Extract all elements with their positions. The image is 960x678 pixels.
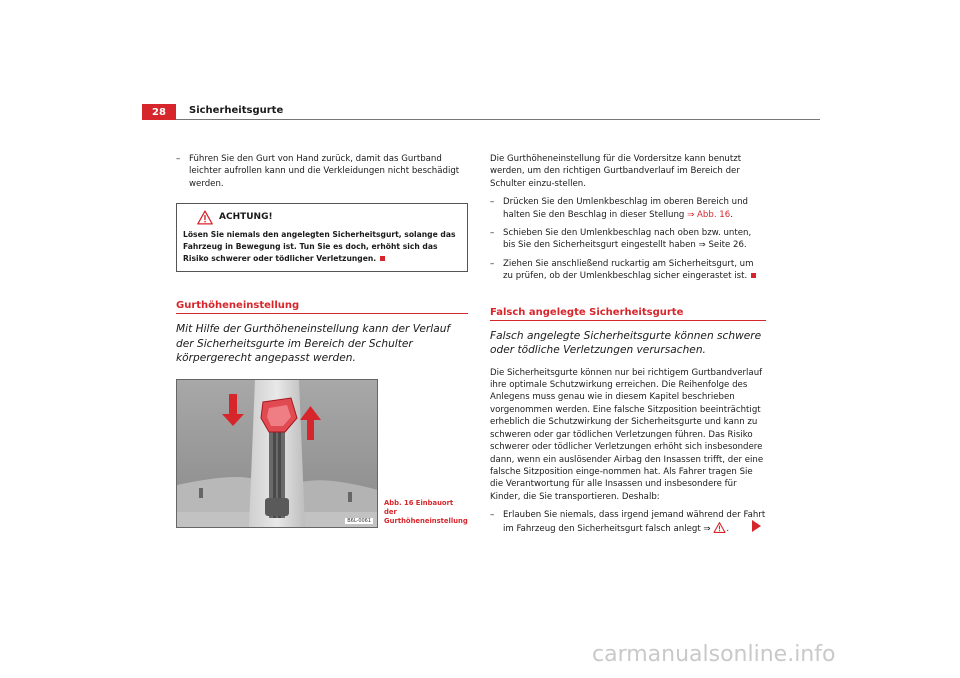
dash-bullet: –: [490, 197, 495, 208]
list-item-body: Ziehen Sie anschließend ruckartig am Sicherheitsgurt, um zu prüfen, ob der Umlenkbeschlag sicher eingerastet ist.: [503, 258, 754, 282]
list-item-body: Drücken Sie den Umlenkbeschlag im oberen Bereich und halten Sie den Beschlag in dieser Stellung: [503, 197, 748, 220]
list-item-end: .: [726, 523, 730, 534]
list-item: [490, 258, 766, 283]
page-header-title: Sicherheitsgurte: [189, 105, 284, 116]
dash-bullet: –: [490, 228, 495, 239]
list-item-text: [503, 509, 766, 535]
list-item: [176, 153, 468, 190]
belt-adjuster-illustration: [177, 380, 378, 527]
list-item-text: [503, 258, 766, 283]
warning-header: [197, 208, 461, 226]
list-item: [490, 227, 766, 252]
page-number: 28: [142, 104, 176, 120]
list-item: [490, 509, 766, 535]
figure-belt-height-adjuster: [176, 379, 378, 528]
paragraph: Die Sicherheitsgurte können nur bei richtigem Gurtbandverlauf ihre optimale Schutzwirkung erreichen. Die Reihenfolge des Anlegens muss genau wie in diesem Kapitel beschrieben vorgenommen werden. Eine falsche Sitzposition beeinträchtigt erheblich die Schutzwirkung der Sicherheitsgurte und kann zu schweren oder gar tödlichen Verletzungen führen. Das Risiko schwerer oder tödlicher Verletzungen erhöht sich insbesondere dann, wenn ein auslösender Airbag den Insassen trifft, der eine falsche Sitzposition einge-nommen hat. Als Fahrer tragen Sie die Verantwortung für alle Insassen und insbesondere für Kinder, die Sie transportieren. Deshalb:: [490, 367, 764, 502]
figure-caption: [384, 499, 468, 526]
figure-reference-arrow: ⇒: [687, 209, 695, 220]
dash-bullet: –: [490, 510, 495, 521]
warning-text: [183, 229, 461, 265]
warning-title: ACHTUNG!: [219, 212, 273, 223]
paragraph: Die Gurthöheneinstellung für die Vordersitze kann benutzt werden, um den richtigen Gurtbandverlauf im Bereich der Schulter einzu-stellen.: [490, 154, 742, 189]
figure-caption-line-2: Gurthöheneinstellung: [384, 516, 468, 525]
list-item-body: Erlauben Sie niemals, dass irgend jemand während der Fahrt im Fahrzeug den Sicherheitsgurt falsch anlegt ⇒: [503, 510, 766, 534]
section-title-falsch-angelegte-gurte: Falsch angelegte Sicherheitsgurte: [490, 307, 766, 321]
list-item-end: .: [730, 209, 733, 220]
figure-row: [176, 379, 468, 528]
list-item: [490, 196, 766, 221]
figure-reference-link[interactable]: Abb. 16: [697, 209, 731, 220]
list-item-text: Führen Sie den Gurt von Hand zurück, damit das Gurtband leichter aufrollen kann und die Verkleidungen nicht beschädigt werden.: [189, 154, 460, 189]
list-item-text: [503, 196, 766, 221]
warning-triangle-icon: [197, 210, 213, 225]
figure-code: B6L-0061: [347, 517, 372, 524]
right-column: [490, 153, 766, 541]
warning-body: Lösen Sie niemals den angelegten Sicherheitsgurt, solange das Fahrzeug in Bewegung ist. Tun Sie es doch, erhöht sich das Risiko schwerer oder tödlicher Verletzungen.: [183, 230, 456, 264]
end-of-section-mark: [751, 273, 756, 278]
header-rule: [176, 119, 820, 120]
dash-bullet: –: [176, 154, 181, 164]
warning-triangle-icon: [713, 522, 726, 533]
section-intro: Falsch angelegte Sicherheitsgurte können schwere oder tödliche Verletzungen verursachen.: [490, 329, 762, 357]
list-item-text: Schieben Sie den Umlenkbeschlag nach oben bzw. unten, bis Sie den Sicherheitsgurt eingestellt haben ⇒ Seite 26.: [503, 228, 752, 251]
dash-bullet: –: [490, 258, 495, 269]
next-page-arrow-icon[interactable]: [752, 520, 761, 532]
warning-box: [176, 203, 468, 272]
section-intro: Mit Hilfe der Gurthöheneinstellung kann der Verlauf der Sicherheitsgurte im Bereich der Schulter körpergerecht angepasst werden.: [176, 323, 451, 365]
end-of-section-mark: [380, 256, 385, 261]
left-column: [176, 153, 468, 528]
watermark: carmanualsonline.info: [592, 642, 836, 667]
figure-caption-line-1: Abb. 16 Einbauort der: [384, 498, 454, 516]
section-title-gurthoeheneinstellung: Gurthöheneinstellung: [176, 300, 468, 314]
